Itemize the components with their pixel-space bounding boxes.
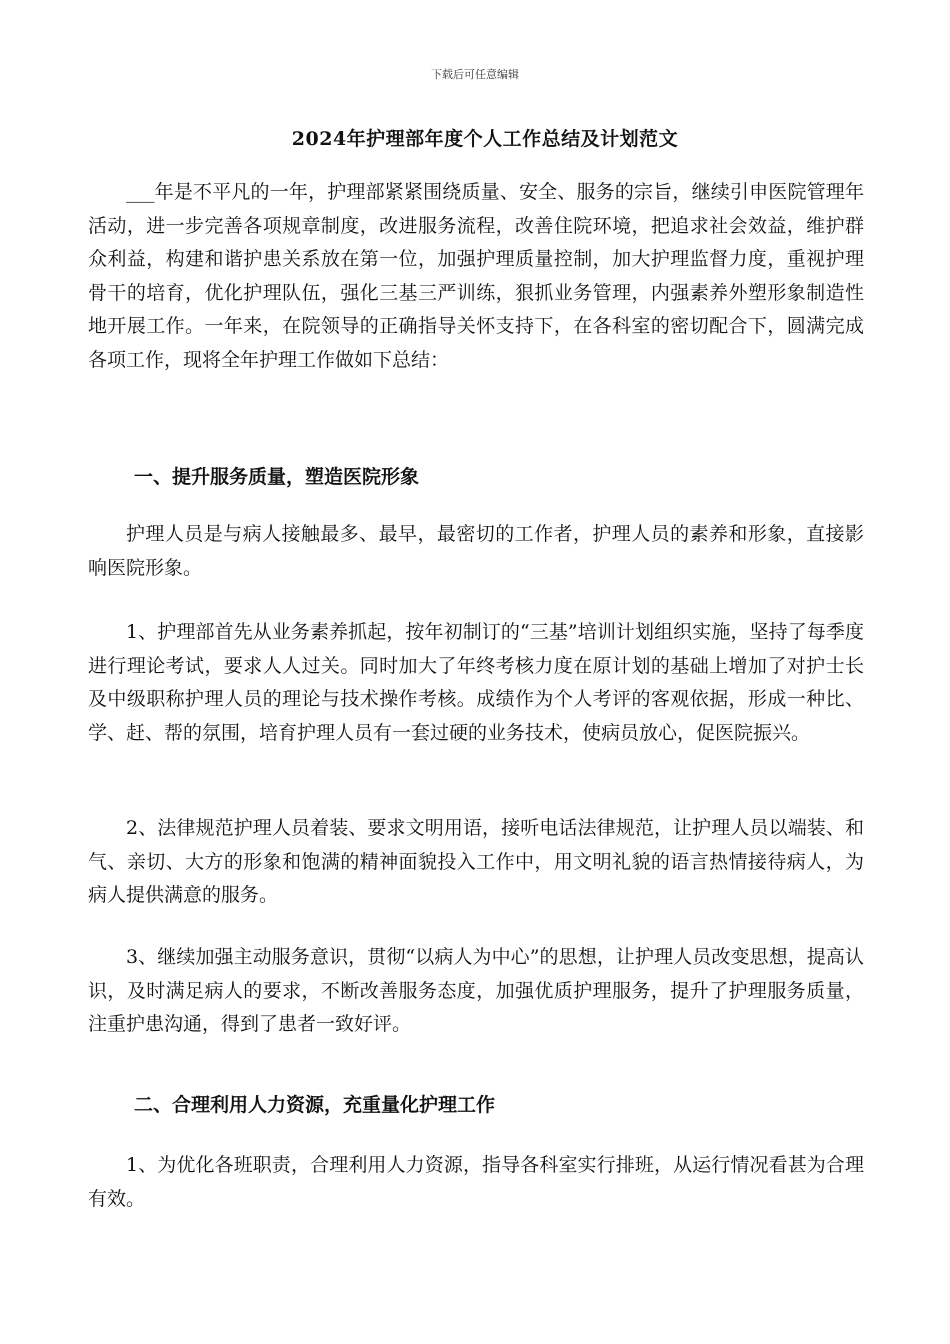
section-1-paragraph-3: 3、继续加强主动服务意识，贯彻“以病人为中心”的思想，让护理人员改变思想，提高认识，及时满足病人的要求，不断改善服务态度，加强优质护理服务，提升了护理服务质量，注重护患沟通，得到了患者一致好评。 [88,946,864,1036]
section-1-paragraph-intro: 护理人员是与病人接触最多、最早，最密切的工作者，护理人员的素养和形象，直接影响医院形象。 [88,523,864,579]
section-1-paragraph-2: 2、法律规范护理人员着装、要求文明用语，接听电话法律规范，让护理人员以端装、和气、亲切、大方的形象和饱满的精神面貌投入工作中，用文明礼貌的语言热情接待病人，为病人提供满意的服务。 [88,817,864,907]
section-2-heading: 二、合理利用人力资源，充重量化护理工作 [134,1094,496,1116]
intro-paragraph: ___年是不平凡的一年，护理部紧紧围绕质量、安全、服务的宗旨，继续引申医院管理年活动，进一步完善各项规章制度，改进服务流程，改善住院环境，把追求社会效益，维护群众利益，构建和谐护患关系放在第一位，加强护理质量控制，加大护理监督力度，重视护理骨干的培育，优化护理队伍，强化三基三严训练，狠抓业务管理，内强素养外塑形象制造性地开展工作。一年来，在院领导的正确指导关怀支持下，在各科室的密切配合下，圆满完成各项工作，现将全年护理工作做如下总结： [88,181,864,371]
section-1-paragraph-1: 1、护理部首先从业务素养抓起，按年初制订的“三基”培训计划组织实施，坚持了每季度进行理论考试，要求人人过关。同时加大了年终考核力度在原计划的基础上增加了对护士长及中级职称护理人员的理论与技术操作考核。成绩作为个人考评的客观依据，形成一种比、学、赶、帮的氛围，培育护理人员有一套过硬的业务技术，使病员放心，促医院振兴。 [88,621,864,744]
header-note: 下载后可任意编辑 [431,68,519,81]
section-2-paragraph-1: 1、为优化各班职责，合理利用人力资源，指导各科室实行排班，从运行情况看甚为合理有效。 [88,1154,864,1210]
document-title: 2024年护理部年度个人工作总结及计划范文 [291,128,679,150]
section-1-heading: 一、提升服务质量，塑造医院形象 [134,466,420,488]
